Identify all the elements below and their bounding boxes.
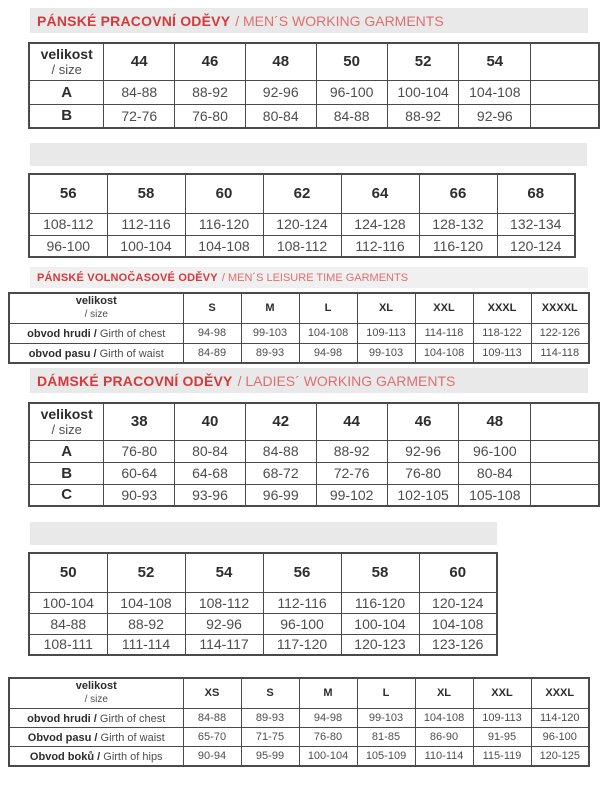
value-cell: 116-120	[341, 592, 419, 613]
value-cell: 94-98	[299, 343, 357, 363]
value-cell: 91-95	[473, 727, 531, 746]
corner-label-czech: velikost	[75, 295, 117, 308]
value-cell: 132-134	[497, 213, 575, 235]
size-header-row	[29, 43, 599, 80]
value-cell: 118-122	[473, 323, 531, 343]
value-cell: 94-98	[183, 323, 241, 343]
row-label-cell: C	[29, 484, 104, 506]
measurement-row	[29, 235, 575, 257]
ladies-measurements-table	[8, 677, 590, 767]
size-table	[28, 173, 576, 258]
size-header-cell: XXL	[473, 678, 531, 708]
size-table	[8, 292, 590, 364]
size-header-cell: 50	[29, 553, 107, 592]
ladies-working-sizes-table-50-60	[28, 552, 498, 656]
value-cell: 116-120	[185, 213, 263, 235]
value-cell: 99-102	[316, 484, 387, 506]
value-cell: 76-80	[387, 462, 459, 484]
measurement-row	[29, 104, 599, 128]
measurement-row	[9, 746, 589, 766]
men-leisure-title-czech: PÁNSKÉ VOLNOČASOVÉ ODĚVY	[37, 271, 218, 284]
value-cell: 122-126	[531, 323, 589, 343]
size-header-cell: 54	[185, 553, 263, 592]
size-header-cell: XL	[357, 293, 415, 323]
value-cell: 120-125	[531, 746, 589, 766]
value-cell: 100-104	[29, 592, 107, 613]
size-table	[8, 677, 590, 767]
value-cell: 116-120	[419, 235, 497, 257]
value-cell: 96-100	[459, 440, 531, 462]
size-header-cell: 40	[175, 403, 246, 440]
value-cell: 114-117	[185, 634, 263, 655]
size-header-cell: 68	[497, 174, 575, 213]
size-header-cell: 60	[419, 553, 497, 592]
men-working-title-english: / MEN´S WORKING GARMENTS	[235, 12, 444, 29]
value-cell: 89-93	[241, 343, 299, 363]
value-cell: 72-76	[316, 462, 387, 484]
value-cell: 108-112	[263, 235, 341, 257]
corner-label-czech: velikost	[40, 45, 93, 62]
value-cell: 114-118	[415, 323, 473, 343]
value-cell: 89-93	[241, 708, 299, 727]
value-cell: 76-80	[104, 440, 175, 462]
size-header-cell: S	[183, 293, 241, 323]
size-table	[28, 402, 600, 507]
row-label-cell	[9, 727, 183, 746]
value-cell: 100-104	[387, 80, 459, 104]
row-label-english: Girth of chest	[96, 712, 166, 725]
value-cell: 110-114	[415, 746, 473, 766]
men-working-sizes-table-44-54	[28, 42, 600, 129]
value-cell: 92-96	[387, 440, 459, 462]
value-cell: 84-88	[316, 104, 387, 128]
men-working-title-czech: PÁNSKÉ PRACOVNÍ ODĚVY	[37, 12, 231, 29]
value-cell: 105-108	[459, 484, 531, 506]
size-header-cell: 44	[104, 43, 175, 80]
value-cell: 84-88	[29, 613, 107, 634]
size-header-cell: XXXL	[531, 678, 589, 708]
size-corner-cell	[29, 403, 104, 440]
measurement-row	[29, 592, 497, 613]
measurement-row	[29, 462, 599, 484]
value-cell: 90-94	[183, 746, 241, 766]
row-label-cell: B	[29, 104, 104, 128]
value-cell: 96-100	[29, 235, 107, 257]
row-label-czech: obvod hrudi /	[27, 712, 97, 725]
corner-label-czech: velikost	[40, 405, 93, 422]
value-cell: 88-92	[387, 104, 459, 128]
value-cell: 84-88	[245, 440, 316, 462]
value-cell: 80-84	[245, 104, 316, 128]
value-cell: 104-108	[415, 343, 473, 363]
row-label-cell: B	[29, 462, 104, 484]
size-header-cell-clipped	[531, 403, 599, 440]
size-header-cell: M	[299, 678, 357, 708]
value-cell: 72-76	[104, 104, 175, 128]
value-cell-clipped	[531, 440, 599, 462]
row-label-cell	[9, 746, 183, 766]
measurement-row	[29, 634, 497, 655]
row-label-cell: A	[29, 80, 104, 104]
value-cell: 120-124	[497, 235, 575, 257]
men-working-title-bar	[30, 8, 588, 33]
value-cell: 92-96	[245, 80, 316, 104]
measurement-row	[29, 484, 599, 506]
size-header-cell: 56	[29, 174, 107, 213]
value-cell: 108-112	[185, 592, 263, 613]
value-cell: 115-119	[473, 746, 531, 766]
row-label-english: Girth of waist	[96, 347, 164, 360]
measurement-row	[9, 727, 589, 746]
size-header-cell: 46	[387, 403, 459, 440]
value-cell: 71-75	[241, 727, 299, 746]
size-header-cell: XXXXL	[531, 293, 589, 323]
value-cell: 76-80	[175, 104, 246, 128]
size-header-cell: M	[241, 293, 299, 323]
value-cell: 92-96	[185, 613, 263, 634]
section-separator-bar	[30, 143, 587, 166]
value-cell: 104-108	[299, 323, 357, 343]
row-label-cell	[9, 343, 183, 363]
size-header-cell: 46	[175, 43, 246, 80]
value-cell: 104-108	[107, 592, 185, 613]
size-header-row	[29, 403, 599, 440]
size-header-row	[29, 553, 497, 592]
value-cell: 114-120	[531, 708, 589, 727]
value-cell: 100-104	[299, 746, 357, 766]
size-header-cell: 56	[263, 553, 341, 592]
value-cell: 90-93	[104, 484, 175, 506]
men-leisure-sizes-table	[8, 292, 590, 364]
size-header-cell: XXXL	[473, 293, 531, 323]
size-header-cell-clipped	[531, 43, 599, 80]
value-cell: 109-113	[473, 708, 531, 727]
measurement-row	[9, 323, 589, 343]
ladies-working-title-czech: DÁMSKÉ PRACOVNÍ ODĚVY	[37, 372, 233, 389]
value-cell: 84-88	[104, 80, 175, 104]
value-cell: 84-88	[183, 708, 241, 727]
size-corner-cell	[9, 293, 183, 323]
size-header-cell: 54	[459, 43, 531, 80]
size-header-row	[29, 174, 575, 213]
value-cell: 76-80	[299, 727, 357, 746]
value-cell: 102-105	[387, 484, 459, 506]
row-label-english: Girth of hips	[100, 750, 163, 763]
size-header-cell: L	[357, 678, 415, 708]
section-separator-bar	[30, 522, 497, 545]
row-label-cell	[9, 708, 183, 727]
corner-label-english: / size	[84, 693, 108, 705]
value-cell: 96-100	[263, 613, 341, 634]
size-header-cell: 44	[316, 403, 387, 440]
size-header-cell: XL	[415, 678, 473, 708]
measurement-row	[9, 708, 589, 727]
row-label-english: Girth of waist	[97, 731, 165, 744]
men-working-sizes-table-56-68	[28, 173, 576, 258]
value-cell-clipped	[531, 80, 599, 104]
size-corner-cell	[9, 678, 183, 708]
value-cell: 88-92	[175, 80, 246, 104]
value-cell: 68-72	[245, 462, 316, 484]
value-cell: 99-103	[357, 708, 415, 727]
size-header-cell: 66	[419, 174, 497, 213]
size-header-cell: 60	[185, 174, 263, 213]
size-header-cell: 58	[341, 553, 419, 592]
size-header-cell: 62	[263, 174, 341, 213]
size-header-cell: S	[241, 678, 299, 708]
value-cell: 120-124	[419, 592, 497, 613]
corner-label-english: / size	[51, 422, 82, 438]
value-cell: 86-90	[415, 727, 473, 746]
value-cell: 84-89	[183, 343, 241, 363]
value-cell: 108-111	[29, 634, 107, 655]
size-header-cell: 48	[245, 43, 316, 80]
row-label-cell: A	[29, 440, 104, 462]
row-label-czech: Obvod boků /	[29, 750, 101, 763]
value-cell: 108-112	[29, 213, 107, 235]
size-header-row	[9, 678, 589, 708]
value-cell: 120-123	[341, 634, 419, 655]
value-cell: 93-96	[175, 484, 246, 506]
corner-label-english: / size	[51, 62, 82, 78]
value-cell: 92-96	[459, 104, 531, 128]
value-cell: 88-92	[107, 613, 185, 634]
size-header-cell: L	[299, 293, 357, 323]
ladies-working-title-bar	[30, 368, 588, 393]
value-cell: 109-113	[357, 323, 415, 343]
size-header-cell: 50	[316, 43, 387, 80]
value-cell: 65-70	[183, 727, 241, 746]
corner-label-czech: velikost	[75, 680, 117, 693]
size-header-cell: 48	[459, 403, 531, 440]
value-cell: 114-118	[531, 343, 589, 363]
value-cell: 112-116	[107, 213, 185, 235]
value-cell: 96-100	[316, 80, 387, 104]
value-cell: 80-84	[459, 462, 531, 484]
value-cell: 117-120	[263, 634, 341, 655]
value-cell: 104-108	[419, 613, 497, 634]
size-header-cell: XS	[183, 678, 241, 708]
value-cell: 100-104	[107, 235, 185, 257]
row-label-czech: Obvod pasu /	[27, 731, 98, 744]
value-cell: 104-108	[459, 80, 531, 104]
value-cell: 100-104	[341, 613, 419, 634]
value-cell: 128-132	[419, 213, 497, 235]
value-cell-clipped	[531, 484, 599, 506]
size-header-cell: 38	[104, 403, 175, 440]
men-leisure-title-bar	[30, 267, 588, 288]
value-cell: 94-98	[299, 708, 357, 727]
size-header-cell: 64	[341, 174, 419, 213]
value-cell: 81-85	[357, 727, 415, 746]
value-cell: 104-108	[415, 708, 473, 727]
value-cell: 109-113	[473, 343, 531, 363]
corner-label-english: / size	[84, 308, 108, 320]
row-label-english: Girth of chest	[96, 328, 166, 340]
measurement-row	[29, 213, 575, 235]
value-cell: 99-103	[357, 343, 415, 363]
value-cell: 104-108	[185, 235, 263, 257]
value-cell-clipped	[531, 104, 599, 128]
value-cell: 111-114	[107, 634, 185, 655]
measurement-row	[9, 343, 589, 363]
measurement-row	[29, 613, 497, 634]
size-header-row	[9, 293, 589, 323]
size-header-cell: 42	[245, 403, 316, 440]
measurement-row	[29, 80, 599, 104]
value-cell: 96-100	[531, 727, 589, 746]
value-cell: 64-68	[175, 462, 246, 484]
size-header-cell: 58	[107, 174, 185, 213]
value-cell: 99-103	[241, 323, 299, 343]
value-cell: 112-116	[263, 592, 341, 613]
value-cell-clipped	[531, 462, 599, 484]
men-leisure-title-english: / MEN´S LEISURE TIME GARMENTS	[221, 271, 409, 284]
ladies-working-title-english: / LADIES´ WORKING GARMENTS	[237, 372, 456, 389]
row-label-cell	[9, 323, 183, 343]
value-cell: 95-99	[241, 746, 299, 766]
value-cell: 124-128	[341, 213, 419, 235]
value-cell: 123-126	[419, 634, 497, 655]
value-cell: 112-116	[341, 235, 419, 257]
value-cell: 80-84	[175, 440, 246, 462]
row-label-czech: obvod pasu /	[28, 347, 97, 360]
size-table	[28, 552, 498, 656]
size-corner-cell	[29, 43, 104, 80]
size-table	[28, 42, 600, 129]
ladies-working-sizes-table-38-48	[28, 402, 600, 507]
size-header-cell: 52	[107, 553, 185, 592]
size-header-cell: 52	[387, 43, 459, 80]
value-cell: 60-64	[104, 462, 175, 484]
measurement-row	[29, 440, 599, 462]
value-cell: 120-124	[263, 213, 341, 235]
value-cell: 96-99	[245, 484, 316, 506]
size-header-cell: XXL	[415, 293, 473, 323]
value-cell: 105-109	[357, 746, 415, 766]
value-cell: 88-92	[316, 440, 387, 462]
row-label-czech: obvod hrudi /	[27, 328, 97, 340]
